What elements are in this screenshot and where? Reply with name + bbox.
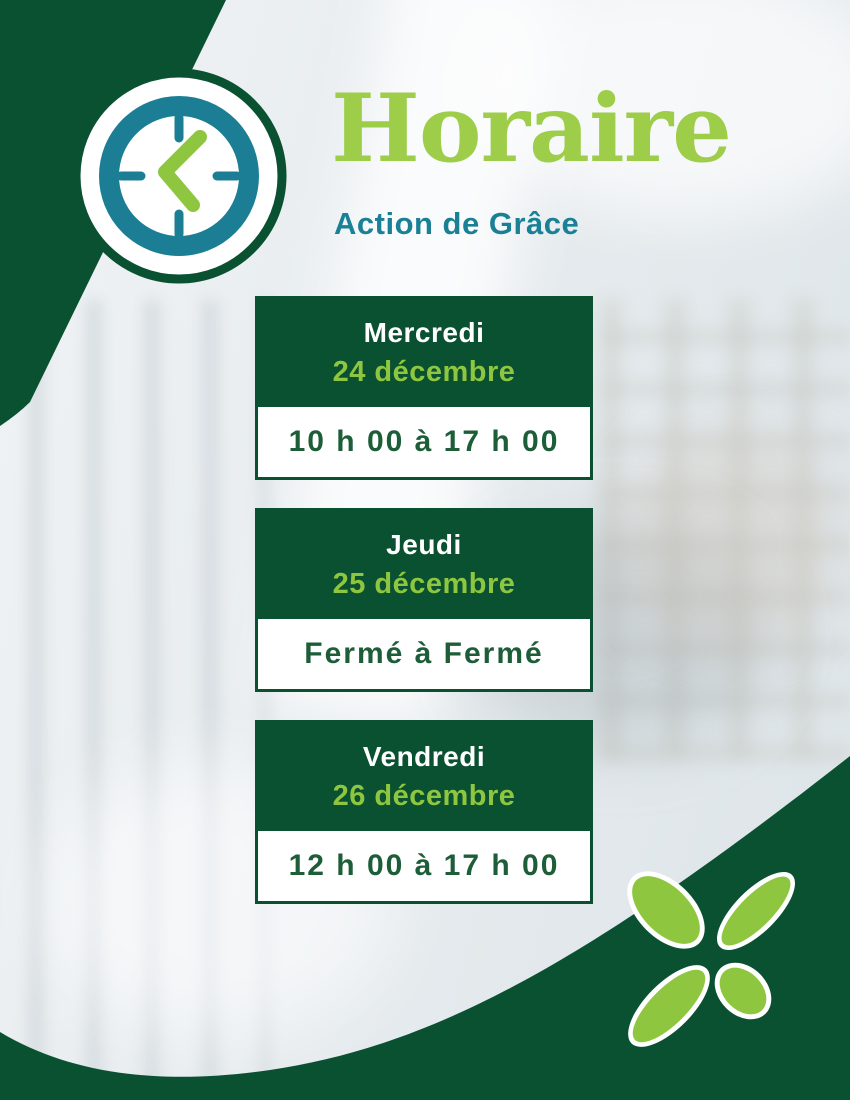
- page-subtitle: Action de Grâce: [334, 206, 580, 241]
- schedule-card-list: [255, 296, 593, 932]
- page-title: Horaire: [331, 74, 731, 184]
- schedule-card-header: [258, 723, 590, 831]
- card-hours-label: Fermé à Fermé: [304, 637, 544, 670]
- card-day-label: Vendredi: [362, 741, 486, 772]
- card-day-label: Jeudi: [386, 529, 462, 560]
- clock-icon: [63, 60, 295, 292]
- schedule-card-wednesday: [255, 296, 593, 480]
- schedule-card-body: [258, 407, 590, 477]
- schedule-card-body: [258, 619, 590, 689]
- schedule-card-body: [258, 831, 590, 901]
- card-day-label: Mercredi: [363, 317, 485, 348]
- card-date-label: 24 décembre: [332, 356, 516, 388]
- schedule-card-thursday: [255, 508, 593, 692]
- schedule-card-header: [258, 511, 590, 619]
- schedule-card-friday: [255, 720, 593, 904]
- card-date-label: 26 décembre: [332, 780, 516, 812]
- card-hours-label: 12 h 00 à 17 h 00: [288, 849, 560, 882]
- card-hours-label: 10 h 00 à 17 h 00: [288, 425, 560, 458]
- card-date-label: 25 décembre: [332, 568, 516, 600]
- schedule-card-header: [258, 299, 590, 407]
